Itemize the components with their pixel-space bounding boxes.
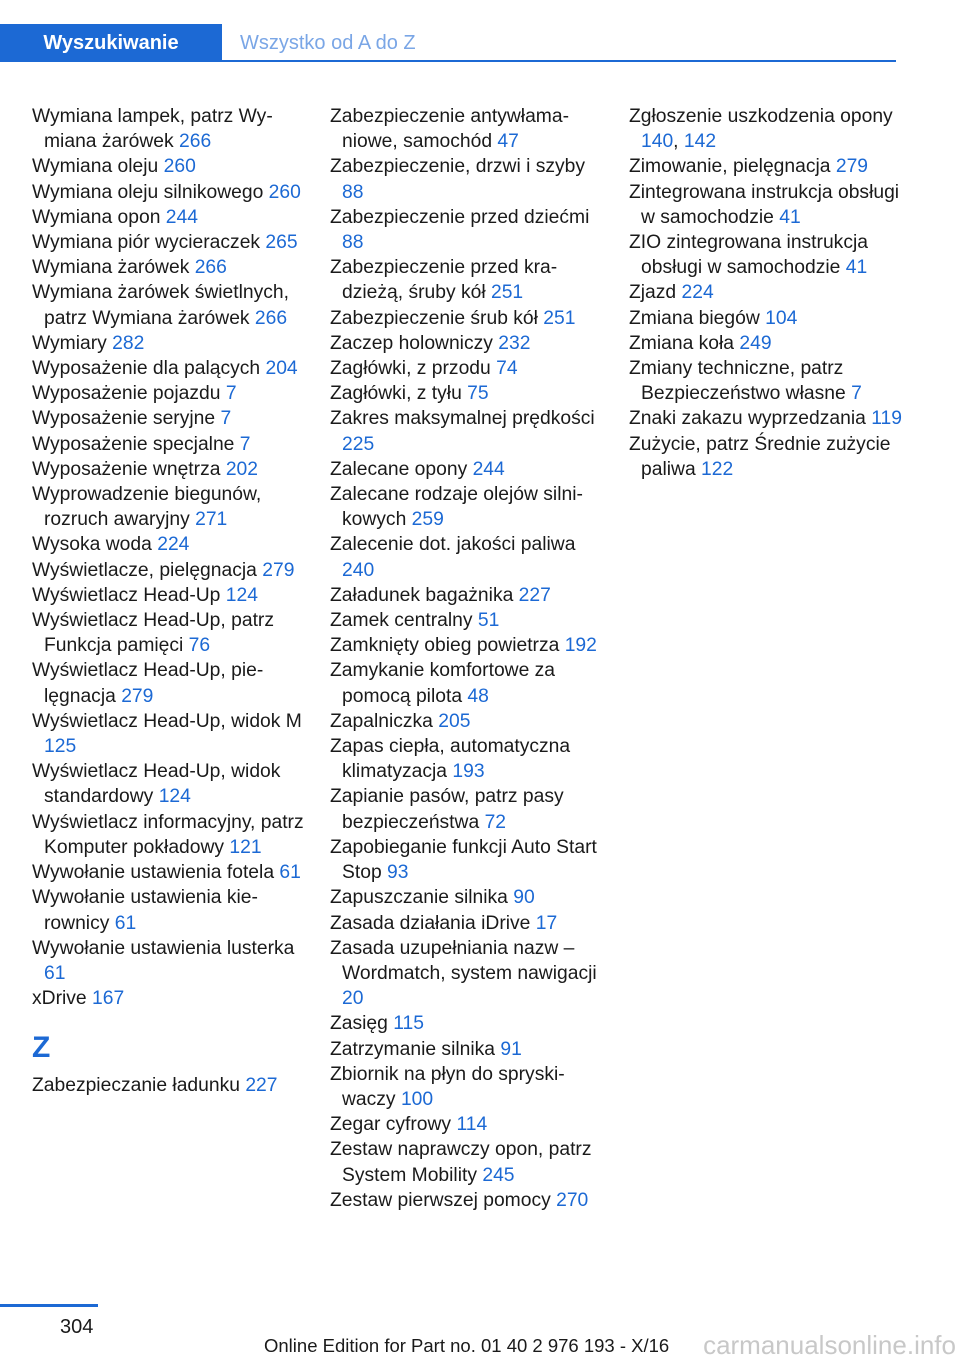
page-link[interactable]: 88 xyxy=(342,181,364,203)
page-link[interactable]: 90 xyxy=(513,887,535,909)
index-entry xyxy=(32,860,312,885)
page-separator: , xyxy=(673,131,679,153)
index-entry xyxy=(32,230,312,255)
index-entry-text: Zbiornik na płyn do spryskiwaczy xyxy=(330,1063,565,1110)
index-entry-text: Zużycie, patrz Średnie zużycie paliwa xyxy=(629,433,891,480)
page-link[interactable]: 61 xyxy=(44,962,66,984)
index-entry-text: Wymiana żarówek xyxy=(32,257,190,279)
index-entry xyxy=(32,558,312,583)
index-entry xyxy=(32,432,312,457)
index-entry xyxy=(32,709,312,759)
page-link[interactable]: 259 xyxy=(411,509,444,531)
index-entry-text: Zabezpieczenie antywłamaniowe, samochód xyxy=(330,106,569,153)
page-link[interactable]: 279 xyxy=(835,156,869,178)
page-link[interactable]: 125 xyxy=(44,736,77,758)
index-entry-text: ZIO zintegrowana instrukcja obsługi w samochodzie xyxy=(629,232,868,279)
index-entry-text: Wymiana oleju silnikowego xyxy=(32,181,264,203)
page-number: 304 xyxy=(60,1316,94,1338)
index-entry-text: Zasada działania iDrive xyxy=(330,912,531,934)
page-link[interactable]: 142 xyxy=(683,131,717,153)
index-entry-text: Zagłówki, z tyłu xyxy=(330,383,462,405)
page-link[interactable]: 17 xyxy=(535,912,558,934)
page-link[interactable]: 124 xyxy=(158,786,191,808)
index-entry xyxy=(32,532,312,557)
index-entry-text: Zalecenie dot. jakości paliwa xyxy=(330,534,576,556)
index-entry xyxy=(330,1112,610,1137)
page-link[interactable]: 140 xyxy=(641,131,674,153)
page-link[interactable]: 121 xyxy=(229,836,262,858)
page-link[interactable]: 91 xyxy=(500,1038,522,1060)
index-entry-text: Zjazd xyxy=(629,282,677,304)
page-link[interactable]: 51 xyxy=(477,610,500,632)
index-entry xyxy=(330,154,610,204)
page-link[interactable]: 279 xyxy=(121,685,154,707)
index-entry-text: Znaki zakazu wyprzedzania xyxy=(629,408,866,430)
index-entry-text: Wymiana żarówek świetlnych, patrz Wymiana żarówek xyxy=(32,282,289,329)
index-entry-text: Zmiana biegów xyxy=(629,307,760,329)
page-link[interactable]: 240 xyxy=(342,559,375,581)
index-entry-text: Zalecane rodzaje olejów silnikowych xyxy=(330,484,583,531)
index-entry xyxy=(330,104,610,154)
index-entry xyxy=(32,658,312,708)
index-entry-text: Zmiany techniczne, patrz Bezpieczeństwo własne xyxy=(629,358,846,405)
index-entry xyxy=(32,810,312,860)
index-entry xyxy=(330,457,610,482)
page-link[interactable]: 193 xyxy=(452,761,485,783)
index-entry xyxy=(330,835,610,885)
index-entry xyxy=(32,759,312,809)
header-tabbar xyxy=(0,0,896,62)
index-entry-text: Wyświetlacz informacyjny, patrz Komputer pokładowy xyxy=(32,811,304,858)
index-entry xyxy=(32,482,312,532)
footer-divider xyxy=(0,1304,98,1307)
index-entry xyxy=(32,104,312,154)
index-entry xyxy=(330,532,610,582)
page-link[interactable]: 7 xyxy=(220,408,232,430)
page-link[interactable]: 251 xyxy=(490,282,524,304)
index-entry xyxy=(330,1062,610,1112)
index-column-1 xyxy=(32,104,312,1099)
index-entry-text: Wyposażenie specjalne xyxy=(32,433,235,455)
page-link[interactable]: 224 xyxy=(157,534,190,556)
page-link[interactable]: 72 xyxy=(484,811,507,833)
index-entry xyxy=(629,306,909,331)
page-link[interactable]: 245 xyxy=(482,1164,515,1186)
index-entry-text: Wyświetlacze, pielęgnacja xyxy=(32,559,257,581)
index-entry xyxy=(32,1073,312,1098)
index-entry xyxy=(330,583,610,608)
index-entry-text: Wymiana oleju xyxy=(32,156,159,178)
index-entry-text: Zabezpieczenie przed kradzieżą, śruby kół xyxy=(330,257,558,304)
index-entry-text: Zasięg xyxy=(330,1013,388,1035)
index-entry-text: Wymiana opon xyxy=(32,206,161,228)
index-entry-text: Wyposażenie seryjne xyxy=(32,408,216,430)
page-link[interactable]: 119 xyxy=(871,408,902,430)
index-entry xyxy=(32,885,312,935)
index-entry xyxy=(32,381,312,406)
index-entry-text: Zamknięty obieg powietrza xyxy=(330,635,560,657)
index-entry xyxy=(32,331,312,356)
page-link[interactable]: 41 xyxy=(845,257,868,279)
index-entry-text: Wywołanie ustawienia lusterka xyxy=(32,937,295,959)
page-link[interactable]: 224 xyxy=(681,282,714,304)
index-entry xyxy=(330,406,610,456)
index-entry-text: Wywołanie ustawienia kierownicy xyxy=(32,887,258,934)
index-entry xyxy=(330,1011,610,1036)
page-link[interactable]: 115 xyxy=(393,1013,424,1035)
watermark-text: carmanualsonline.info xyxy=(703,1330,956,1360)
header-divider xyxy=(222,60,896,62)
page-link[interactable]: 76 xyxy=(188,635,211,657)
index-entry-text: Wyposażenie dla palących xyxy=(32,358,261,380)
page-link[interactable]: 75 xyxy=(467,383,489,405)
page-link[interactable]: 244 xyxy=(472,458,505,480)
tab-wyszukiwanie[interactable]: Wyszukiwanie xyxy=(0,24,222,62)
index-entry-text: Zestaw naprawczy opon, patrz System Mobility xyxy=(330,1139,592,1186)
page-link[interactable]: 192 xyxy=(564,635,597,657)
index-entry xyxy=(629,180,909,230)
index-entry-text: Zamek centralny xyxy=(330,610,473,632)
index-entry-text: Zaczep holowniczy xyxy=(330,332,493,354)
index-entry xyxy=(32,457,312,482)
page-link[interactable]: 266 xyxy=(194,257,227,279)
index-entry-text: Zestaw pierwszej pomocy xyxy=(330,1189,551,1211)
section-letter: Z xyxy=(32,1031,51,1065)
index-entry xyxy=(330,306,610,331)
index-entry xyxy=(330,885,610,910)
index-entry-text: Wyposażenie wnętrza xyxy=(32,458,221,480)
index-entry-text: Wywołanie ustawienia fotela xyxy=(32,862,275,884)
index-entry xyxy=(629,432,909,482)
page-link[interactable]: 260 xyxy=(268,181,301,203)
index-entry-text: Zatrzymanie silnika xyxy=(330,1038,496,1060)
index-entry xyxy=(330,1037,610,1062)
page-link[interactable]: 100 xyxy=(400,1088,434,1110)
page-link[interactable]: 167 xyxy=(92,988,125,1010)
index-entry xyxy=(32,608,312,658)
page-link[interactable]: 204 xyxy=(265,358,298,380)
index-entry xyxy=(629,331,909,356)
page-link[interactable]: 202 xyxy=(225,458,258,480)
page-link[interactable]: 270 xyxy=(556,1189,589,1211)
index-entry-text: Wyposażenie pojazdu xyxy=(32,383,221,405)
index-column-3 xyxy=(629,104,909,482)
index-entry xyxy=(330,784,610,834)
index-entry xyxy=(629,230,909,280)
index-entry xyxy=(330,734,610,784)
page-link[interactable]: 41 xyxy=(779,206,801,228)
index-entry-text: Wyprowadzenie biegunów, rozruch awaryjny xyxy=(32,484,262,531)
index-entry-text: Wymiana lampek, patrz Wymiana żarówek xyxy=(32,106,273,153)
index-entry xyxy=(32,154,312,179)
edition-note: Online Edition for Part no. 01 40 2 976 193 - X/16 xyxy=(264,1335,670,1356)
page-link[interactable]: 266 xyxy=(179,131,212,153)
index-entry-text: Zimowanie, pielęgnacja xyxy=(629,156,831,178)
index-entry xyxy=(330,608,610,633)
index-entry-text: Zapalniczka xyxy=(330,710,433,732)
index-entry-text: Zakres maksymalnej prędkości xyxy=(330,408,595,430)
index-entry-text: xDrive xyxy=(32,988,87,1010)
page-link[interactable]: 114 xyxy=(456,1114,488,1136)
index-entry xyxy=(330,482,610,532)
index-entry xyxy=(629,356,909,406)
page-link[interactable]: 225 xyxy=(342,433,375,455)
page-link[interactable]: 122 xyxy=(701,458,734,480)
index-entry-text: Wyświetlacz Head-Up, patrz Funkcja pamięci xyxy=(32,610,274,657)
page-link[interactable]: 227 xyxy=(245,1075,278,1097)
index-entry-text: Zabezpieczenie, drzwi i szyby xyxy=(330,156,586,178)
index-entry xyxy=(32,936,312,986)
index-entry-text: Wyświetlacz Head-Up xyxy=(32,584,221,606)
index-entry xyxy=(330,1137,610,1187)
index-entry xyxy=(32,255,312,280)
index-entry xyxy=(330,936,610,1012)
index-entry xyxy=(330,709,610,734)
page-link[interactable]: 282 xyxy=(112,332,145,354)
index-entry xyxy=(32,406,312,431)
index-entry-text: Zapuszczanie silnika xyxy=(330,887,508,909)
page-link[interactable]: 88 xyxy=(342,232,364,254)
index-entry xyxy=(330,633,610,658)
index-entry xyxy=(330,255,610,305)
page-link[interactable]: 205 xyxy=(438,710,471,732)
page-link[interactable]: 7 xyxy=(239,433,251,455)
page-link[interactable]: 265 xyxy=(265,232,298,254)
index-entry-text: Zabezpieczenie śrub kół xyxy=(330,307,538,329)
index-entry-text: Załadunek bagażnika xyxy=(330,584,514,606)
index-entry-text: Zagłówki, z przodu xyxy=(330,358,491,380)
index-entry xyxy=(629,280,909,305)
index-entry-text: Zabezpieczanie ładunku xyxy=(32,1075,240,1097)
page-link[interactable]: 124 xyxy=(225,584,258,606)
index-entry-text: Zmiana koła xyxy=(629,332,735,354)
index-entry-text: Zintegrowana instrukcja obsługi w samochodzie xyxy=(629,181,900,228)
page-link[interactable]: 104 xyxy=(765,307,798,329)
index-entry-text: Wyświetlacz Head-Up, widok M xyxy=(32,710,302,732)
index-column-2 xyxy=(330,104,610,1213)
page-link[interactable]: 266 xyxy=(254,307,288,329)
tab-wszystko-od-a-do-z[interactable]: Wszystko od A do Z xyxy=(240,31,416,54)
index-entry-text: Zabezpieczenie przed dziećmi xyxy=(330,206,590,228)
index-entry-text: Zegar cyfrowy xyxy=(330,1114,452,1136)
index-entry xyxy=(330,356,610,381)
page-link[interactable]: 47 xyxy=(497,131,519,153)
index-entry-text: Wymiana piór wycieraczek xyxy=(32,232,261,254)
index-entry xyxy=(330,331,610,356)
index-entry xyxy=(32,280,312,330)
index-entry xyxy=(32,180,312,205)
index-entry xyxy=(32,356,312,381)
page-link[interactable]: 48 xyxy=(467,685,489,707)
index-entry-text: Wyświetlacz Head-Up, pielęgnacja xyxy=(32,660,264,707)
page-link[interactable]: 232 xyxy=(498,332,531,354)
page-link[interactable]: 249 xyxy=(739,332,772,354)
index-entry-text: Wyświetlacz Head-Up, widok standardowy xyxy=(32,761,281,808)
index-entry xyxy=(32,205,312,230)
index-entry-text: Zapianie pasów, patrz pasy bezpieczeństwa xyxy=(330,786,564,833)
page-link[interactable]: 279 xyxy=(262,559,295,581)
index-entry xyxy=(629,406,909,431)
index-entry-text: Zamykanie komfortowe za pomocą pilota xyxy=(330,660,556,707)
index-entry xyxy=(32,986,312,1011)
page-link[interactable]: 7 xyxy=(851,383,862,405)
page-link[interactable]: 244 xyxy=(165,206,198,228)
page-link[interactable]: 61 xyxy=(114,912,137,934)
page-link[interactable]: 251 xyxy=(543,307,576,329)
index-entry-text: Zapas ciepła, automatyczna klimatyzacja xyxy=(330,736,571,783)
index-entry xyxy=(330,658,610,708)
page-link[interactable]: 260 xyxy=(163,156,196,178)
index-entry xyxy=(32,583,312,608)
page-link[interactable]: 74 xyxy=(496,358,518,380)
page-link[interactable]: 271 xyxy=(195,509,228,531)
index-entry xyxy=(629,104,909,154)
index-entry xyxy=(330,1188,610,1213)
index-entry-text: Wymiary xyxy=(32,332,107,354)
page-link[interactable]: 20 xyxy=(342,988,364,1010)
index-entry-text: Wysoka woda xyxy=(32,534,152,556)
index-entry xyxy=(629,154,909,179)
page-link[interactable]: 93 xyxy=(387,862,409,884)
index-entry xyxy=(330,911,610,936)
index-entry-text: Zapobieganie funkcji Auto Start Stop xyxy=(330,836,597,884)
index-entry-text: Zalecane opony xyxy=(330,458,468,480)
index-entry-text: Zgłoszenie uszkodzenia opony xyxy=(629,106,893,127)
index-entry xyxy=(330,205,610,255)
index-entry-text: Zasada uzupełniania nazw – Wordmatch, system nawigacji xyxy=(330,937,597,984)
page-link[interactable]: 61 xyxy=(279,862,301,884)
page-link[interactable]: 7 xyxy=(225,383,237,405)
page-link[interactable]: 227 xyxy=(518,584,551,606)
index-entry xyxy=(330,381,610,406)
